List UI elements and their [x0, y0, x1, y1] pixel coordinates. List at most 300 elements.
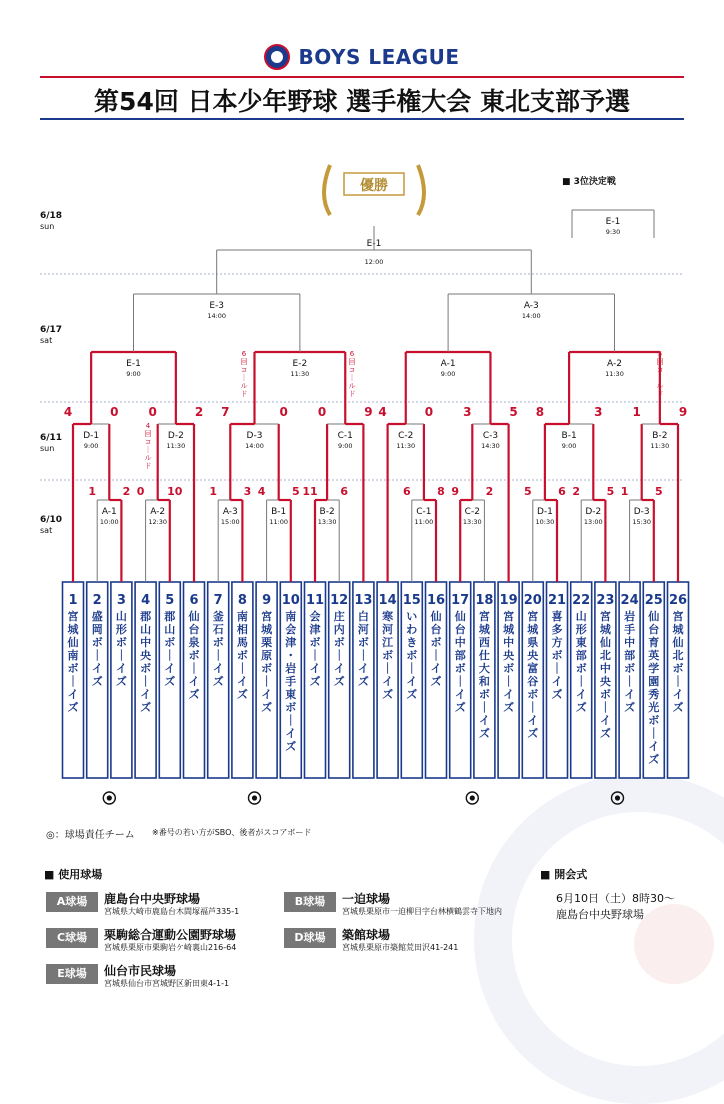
team-name-char: ｜ [309, 649, 321, 662]
team-name-char: ボ [382, 649, 394, 662]
game-id: C-2 [464, 507, 480, 517]
score: 2 [485, 485, 494, 498]
team-name-char: イ [599, 714, 611, 727]
team-name-char: 手 [285, 675, 297, 688]
score: 5 [509, 405, 518, 419]
score: 1 [88, 485, 97, 498]
team-name-char: 河 [357, 623, 369, 636]
team-name-char: ズ [67, 701, 79, 714]
team-number: 18 [475, 593, 494, 608]
team-name-char: イ [382, 675, 394, 688]
team-number: 7 [213, 593, 223, 608]
weekday-label: sat [40, 526, 53, 535]
team-name-char: 光 [648, 701, 660, 714]
team-name-char: ボ [503, 662, 515, 675]
game-time: 9:00 [83, 442, 99, 450]
team-name-char: 馬 [236, 636, 248, 649]
game-time: 11:30 [290, 370, 310, 378]
team-name-char: ズ [261, 701, 273, 714]
team-name-char: ｜ [599, 701, 611, 714]
team-name-char: ズ [430, 675, 442, 688]
team-name-char: 央 [503, 649, 515, 662]
team-name-char: ｜ [454, 675, 466, 688]
game-id: C-1 [337, 431, 353, 441]
score: 9 [364, 405, 373, 419]
team-name-char: ｜ [382, 662, 394, 675]
team-name-char: 南 [67, 649, 79, 662]
team-name-char: 南 [285, 610, 297, 623]
team-name-char: ボ [285, 701, 297, 714]
score: 0 [148, 405, 157, 419]
game-id: B-2 [652, 431, 668, 441]
responsible-team-icon-dot [615, 795, 620, 800]
team-name-char: 中 [140, 636, 152, 649]
logo-text: BOYS LEAGUE [298, 45, 460, 69]
score: 2 [572, 485, 581, 498]
called-game-note: 6 [241, 350, 247, 358]
team-name-char: ボ [672, 662, 684, 675]
team-name-char: ズ [357, 675, 369, 688]
team-name-char: 手 [624, 623, 636, 636]
team-name-char: 城 [527, 623, 539, 636]
score: 6 [340, 485, 349, 498]
called-game-note: ｜ [656, 374, 664, 382]
team-name-char: 仙 [430, 610, 442, 623]
game-time: 14:00 [245, 442, 264, 450]
team-name-char: き [406, 636, 418, 649]
team-name-char: ボ [309, 636, 321, 649]
team-name-char: ｜ [648, 727, 660, 740]
called-game-note: ド [144, 462, 152, 470]
game-id: D-1 [536, 507, 553, 517]
score: 5 [654, 485, 663, 498]
venue-b-name: 一迫球場 [342, 892, 391, 906]
team-name-char: 台 [430, 623, 442, 636]
team-name-char: 方 [551, 636, 563, 649]
team-name-char: イ [406, 675, 418, 688]
team-number: 23 [596, 593, 615, 608]
score: 0 [424, 405, 434, 419]
game-time: 9:00 [337, 442, 353, 450]
called-game-note: ｜ [348, 374, 356, 382]
team-name-char: ボ [478, 688, 490, 701]
team-name-char: 山 [164, 623, 176, 636]
team-number: 20 [523, 593, 542, 608]
team-name-char: 山 [115, 610, 127, 623]
team-name-char: ズ [478, 727, 490, 740]
team-number: 13 [354, 593, 373, 608]
team-name-char: ｜ [67, 675, 79, 688]
game-time: 12:30 [148, 518, 168, 526]
team-name-char: 中 [454, 636, 466, 649]
team-name-char: ｜ [551, 662, 563, 675]
team-name-char: 形 [115, 623, 127, 636]
called-game-note: 回 [144, 430, 152, 438]
team-name-char: イ [648, 740, 660, 753]
score: 3 [594, 405, 603, 419]
team-name-char: 津 [285, 636, 297, 649]
team-name-char: ｜ [164, 649, 176, 662]
score: 2 [194, 405, 204, 419]
team-name-char: 部 [624, 649, 636, 662]
team-number: 11 [305, 593, 325, 608]
team-name-char: ボ [648, 714, 660, 727]
team-name-char: ズ [527, 727, 539, 740]
team-number: 14 [378, 593, 397, 608]
score: 0 [279, 405, 288, 419]
team-name-char: ズ [140, 701, 152, 714]
team-name-char: ズ [115, 675, 127, 688]
game-time: 9:00 [561, 442, 577, 450]
team-name-char: イ [261, 688, 273, 701]
team-name-char: 宮 [261, 610, 273, 623]
team-name-char: い [406, 610, 418, 623]
team-name-char: 宮 [527, 610, 539, 623]
team-name-char: ｜ [527, 701, 539, 714]
team-name-char: 仙 [599, 636, 611, 649]
game-time: 9:00 [126, 370, 141, 378]
game-id: E-1 [126, 359, 141, 369]
date-label: 6/10 [40, 515, 63, 525]
game-id: A-2 [150, 507, 166, 517]
game-id: B-2 [319, 507, 335, 517]
team-name-char: ボ [454, 662, 466, 675]
team-name-char: 中 [624, 636, 636, 649]
team-number: 9 [262, 593, 272, 608]
score: 6 [558, 485, 566, 498]
called-game-note: ド [656, 390, 664, 398]
weekday-label: sun [40, 222, 55, 231]
ceremony-date: 6月10日（土）8時30～ [556, 892, 675, 905]
game-time: 11:30 [650, 442, 670, 450]
game-time: 11:30 [605, 370, 624, 378]
game-id: E-1 [366, 239, 382, 249]
score: 5 [606, 485, 615, 498]
team-name-char: ・ [285, 649, 297, 662]
date-label: 6/11 [40, 433, 63, 443]
called-game-note: 回 [656, 358, 664, 366]
game-time: 15:30 [632, 518, 652, 526]
team-name-char: 津 [309, 623, 321, 636]
score: 8 [535, 405, 545, 419]
team-name-char: 河 [382, 623, 394, 636]
team-name-char: ボ [236, 649, 248, 662]
called-game-note: ｜ [144, 446, 152, 454]
team-name-char: 中 [503, 636, 515, 649]
responsible-team-icon-dot [470, 795, 475, 800]
team-name-char: 仙 [67, 636, 79, 649]
score: 9 [678, 405, 688, 419]
called-game-note: 回 [240, 358, 248, 366]
game-id: E-2 [292, 359, 308, 369]
team-name-char: ｜ [115, 649, 127, 662]
team-name-char: 英 [648, 649, 660, 662]
team-name-char: ズ [236, 688, 248, 701]
score: 5 [523, 485, 532, 498]
team-name-char: ボ [212, 636, 224, 649]
team-name-char: ｜ [261, 675, 273, 688]
team-name-char: 城 [503, 623, 515, 636]
team-name-char: ボ [333, 636, 345, 649]
score: 7 [221, 405, 230, 419]
team-name-char: 仙 [454, 610, 466, 623]
team-name-char: 仙 [672, 636, 684, 649]
team-name-char: ズ [624, 701, 636, 714]
team-name-char: 城 [599, 623, 611, 636]
team-name-char: ズ [212, 675, 224, 688]
team-name-char: ボ [599, 688, 611, 701]
score: 8 [437, 485, 445, 498]
team-name-char: 栗 [261, 636, 273, 649]
team-name-char: ボ [261, 662, 273, 675]
team-name-char: イ [672, 688, 684, 701]
team-name-char: 南 [236, 610, 248, 623]
team-name-char: 宮 [478, 610, 490, 623]
called-game-note: 4 [145, 422, 151, 430]
responsible-team-icon-dot [252, 795, 257, 800]
team-name-char: イ [236, 675, 248, 688]
page-title: 第54回 日本少年野球 選手権大会 東北支部予選 [94, 87, 630, 116]
score: 1 [209, 485, 218, 498]
team-number: 16 [426, 593, 446, 608]
team-name-char: 会 [309, 610, 321, 623]
team-name-char: 形 [575, 623, 587, 636]
team-name-char: 城 [672, 623, 684, 636]
venue-e-name: 仙台市民球場 [104, 964, 177, 978]
team-name-char: イ [188, 675, 200, 688]
game-time: 12:00 [364, 258, 384, 266]
game-id: A-3 [222, 507, 238, 517]
team-name-char: 谷 [527, 675, 539, 688]
team-name-char: 内 [333, 623, 345, 636]
team-name-char: イ [551, 675, 563, 688]
called-game-note: 6 [349, 350, 355, 358]
called-game-note: 5 [657, 350, 663, 358]
score: 6 [402, 485, 411, 498]
date-label: 6/17 [40, 325, 63, 335]
score: 3 [463, 405, 472, 419]
team-name-char: 県 [527, 636, 539, 649]
game-id: A-3 [523, 301, 539, 311]
team-name-char: イ [140, 688, 152, 701]
team-name-char: ｜ [672, 675, 684, 688]
team-name-char: 宮 [67, 610, 79, 623]
team-name-char: 原 [261, 649, 273, 662]
venues-header: ■ 使用球場 [44, 868, 103, 881]
venue-b-addr: 宮城県栗原市一迫柳目字台林横鶴雲寺下地内 [342, 907, 502, 916]
team-name-char: ｜ [357, 649, 369, 662]
team-name-char: 宮 [672, 610, 684, 623]
team-name-char: ズ [309, 675, 321, 688]
game-id: C-2 [398, 431, 414, 441]
called-game-note: ル [348, 382, 356, 390]
team-name-char: イ [478, 714, 490, 727]
team-name-char: 育 [648, 636, 660, 649]
venue-b-label: B球場 [284, 892, 336, 912]
team-name-char: ズ [575, 701, 587, 714]
team-name-char: ズ [285, 740, 297, 753]
team-name-char: 山 [575, 610, 587, 623]
team-name-char: イ [527, 714, 539, 727]
team-name-char: ズ [188, 688, 200, 701]
team-name-char: ボ [406, 649, 418, 662]
game-id: A-1 [440, 359, 456, 369]
team-name-char: イ [454, 688, 466, 701]
called-game-note: ル [144, 454, 152, 462]
team-name-char: イ [285, 727, 297, 740]
score: 10 [167, 485, 183, 498]
team-name-char: ボ [430, 636, 442, 649]
team-name-char: わ [406, 623, 418, 636]
called-game-note: コ [656, 366, 664, 374]
team-name-char: ズ [672, 701, 684, 714]
team-name-char: 大 [478, 662, 490, 675]
team-number: 2 [92, 593, 102, 608]
team-number: 1 [68, 593, 78, 608]
team-name-char: 宮 [599, 610, 611, 623]
venue-d-name: 築館球場 [342, 928, 391, 942]
legend-label: ◎：球場責任チーム [46, 830, 135, 841]
team-name-char: イ [309, 662, 321, 675]
team-name-char: ｜ [91, 649, 103, 662]
team-number: 6 [189, 593, 199, 608]
team-name-char: ズ [648, 753, 660, 766]
team-name-char: 庄 [333, 610, 345, 623]
team-name-char: ｜ [140, 675, 152, 688]
ceremony-header: ■ 開会式 [540, 868, 588, 881]
team-name-char: 城 [478, 623, 490, 636]
team-name-char: イ [67, 688, 79, 701]
team-name-char: 会 [285, 623, 297, 636]
team-name-char: イ [212, 662, 224, 675]
game-time: 14:00 [207, 312, 227, 320]
game-id: D-1 [83, 431, 100, 441]
team-name-char: 城 [67, 623, 79, 636]
team-name-char: イ [115, 662, 127, 675]
team-number: 25 [644, 593, 663, 608]
team-name-char: 園 [648, 675, 660, 688]
team-name-char: 仙 [188, 610, 200, 623]
team-name-char: 東 [575, 636, 587, 649]
laurel-left-icon [324, 165, 330, 215]
score: 1 [620, 485, 629, 498]
team-name-char: 宮 [503, 610, 515, 623]
game-time: 13:30 [317, 518, 337, 526]
team-name-char: 部 [575, 649, 587, 662]
team-name-char: ｜ [333, 649, 345, 662]
game-time: 13:00 [583, 518, 603, 526]
called-game-note: コ [240, 366, 248, 374]
team-number: 26 [668, 593, 688, 608]
team-name-char: 多 [551, 623, 563, 636]
team-name-char: ｜ [285, 714, 297, 727]
champion-label: 優勝 [360, 178, 388, 194]
ceremony-place: 鹿島台中央野球場 [556, 908, 644, 921]
team-number: 24 [620, 593, 639, 608]
called-game-note: ｜ [240, 374, 248, 382]
team-name-char: イ [91, 662, 103, 675]
team-name-char: イ [164, 662, 176, 675]
team-name-char: ボ [115, 636, 127, 649]
venue-c-label: C球場 [46, 928, 98, 948]
team-name-char: 白 [357, 610, 369, 623]
team-name-char: ボ [164, 636, 176, 649]
venue-a-name: 鹿島台中央野球場 [104, 892, 201, 906]
game-time: 11:30 [396, 442, 416, 450]
team-name-char: ｜ [212, 649, 224, 662]
score: 2 [122, 485, 131, 498]
team-name-char: ｜ [188, 662, 200, 675]
team-name-char: 仕 [478, 649, 490, 662]
game-time: 9:00 [440, 370, 456, 378]
team-name-char: 郡 [140, 610, 152, 623]
called-game-note: 回 [348, 358, 356, 366]
team-name-char: 央 [527, 649, 539, 662]
game-time: 13:30 [462, 518, 482, 526]
game-id: A-2 [607, 359, 622, 369]
score: 4 [378, 405, 387, 419]
game-id: D-2 [167, 431, 184, 441]
team-name-char: ｜ [236, 662, 248, 675]
team-name-char: 岩 [624, 610, 636, 623]
team-name-char: 台 [454, 623, 466, 636]
team-name-char: ボ [67, 662, 79, 675]
team-name-char: 北 [599, 649, 611, 662]
team-name-char: ズ [382, 688, 394, 701]
team-name-char: ｜ [406, 662, 418, 675]
team-name-char: イ [357, 662, 369, 675]
team-number: 5 [165, 593, 175, 608]
team-name-char: ｜ [430, 649, 442, 662]
team-name-char: 城 [261, 623, 273, 636]
team-name-char: ズ [91, 675, 103, 688]
game-id: C-3 [482, 431, 499, 441]
venue-e-label: E球場 [46, 964, 98, 984]
team-name-char: ズ [551, 688, 563, 701]
team-name-char: 岡 [91, 623, 103, 636]
score: 1 [632, 405, 641, 419]
game-id: E-3 [209, 301, 225, 311]
game-time: 10:00 [99, 518, 119, 526]
weekday-label: sat [40, 336, 53, 345]
game-time: 10:30 [535, 518, 555, 526]
game-time: 9:30 [605, 228, 621, 236]
team-name-char: 和 [478, 675, 490, 688]
team-name-char: イ [503, 688, 515, 701]
game-time: 14:00 [521, 312, 541, 320]
game-time: 11:30 [166, 442, 186, 450]
team-name-char: イ [430, 662, 442, 675]
team-name-char: 盛 [91, 610, 103, 623]
team-number: 8 [237, 593, 247, 608]
game-time: 11:00 [269, 518, 289, 526]
team-name-char: 寒 [382, 610, 394, 623]
venue-d-addr: 宮城県栗原市築館荒田沢41-241 [342, 943, 459, 952]
team-name-char: 央 [599, 675, 611, 688]
team-number: 15 [402, 593, 421, 608]
score: 11 [302, 485, 318, 498]
venue-a-addr: 宮城県大崎市鹿島台木間塚福芦335-1 [104, 907, 240, 916]
team-number: 3 [116, 593, 126, 608]
team-name-char: 仙 [648, 610, 660, 623]
team-name-char: ボ [188, 649, 200, 662]
venue-c-name: 栗駒総合運動公園野球場 [104, 928, 237, 942]
team-name-char: ズ [503, 701, 515, 714]
score: 0 [317, 405, 327, 419]
team-name-char: 富 [527, 662, 539, 675]
team-number: 22 [572, 593, 591, 608]
score: 0 [110, 405, 119, 419]
